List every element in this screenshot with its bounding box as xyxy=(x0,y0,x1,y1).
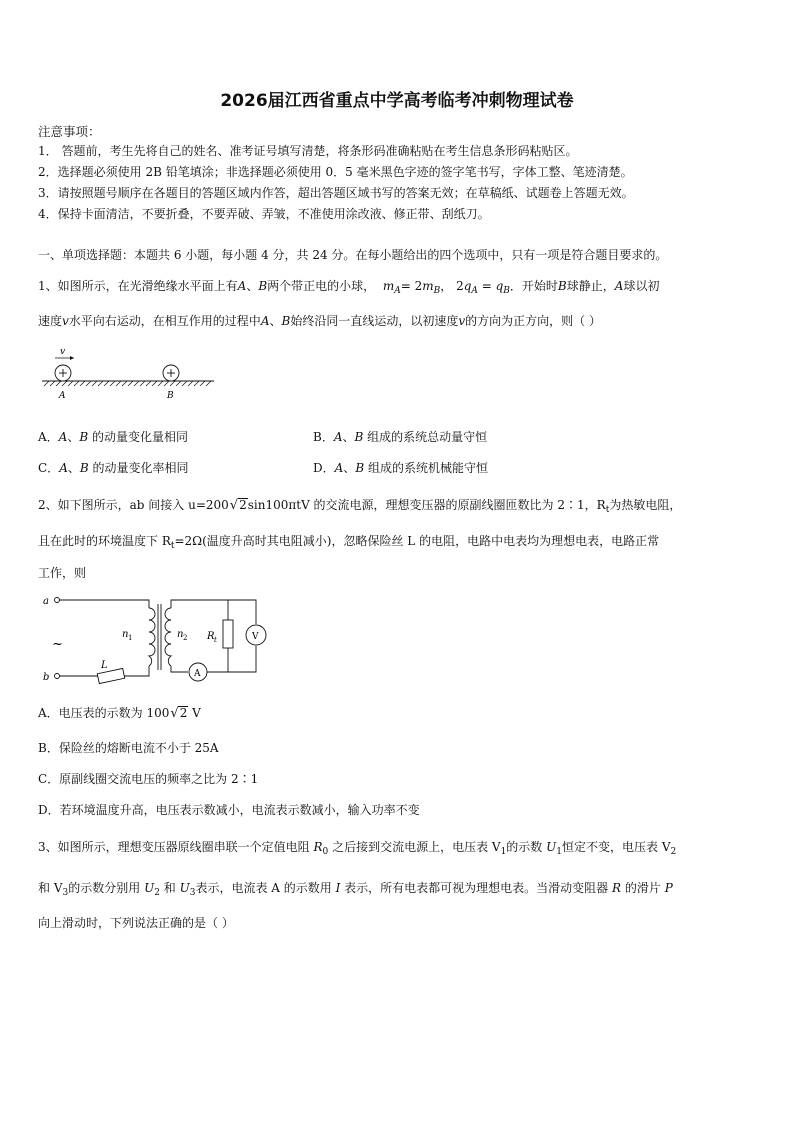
q2-option-b[interactable]: B．保险丝的熔断电流不小于 25A xyxy=(38,741,219,755)
q2-option-d[interactable]: D．若环境温度升高，电压表示数减小，电流表示数减小，输入功率不变 xyxy=(38,803,420,817)
ammeter-label: A xyxy=(194,669,201,679)
ac-source-symbol: ~ xyxy=(52,637,63,652)
q1-option-b[interactable]: B．A、B 组成的系统总动量守恒 xyxy=(313,430,488,444)
q3-line3: 向上滑动时，下列说法正确的是（ ） xyxy=(38,916,234,930)
ball-b-label: B xyxy=(167,391,174,401)
terminal-b-label: b xyxy=(43,672,50,683)
n2-label: n xyxy=(177,629,184,640)
q1-figure xyxy=(38,342,218,404)
q2-option-a[interactable]: A．电压表的示数为 100√ 2 V xyxy=(38,704,201,721)
terminal-b xyxy=(55,674,60,679)
q1-option-a[interactable]: A．A、B 的动量变化量相同 xyxy=(38,430,189,444)
secondary-coil xyxy=(165,608,171,666)
svg-text:t: t xyxy=(214,636,217,644)
section-heading: 一、单项选择题：本题共 6 小题，每小题 4 分，共 24 分。在每小题给出的四个选项中，只有一项是符合题目要求的。 xyxy=(38,248,668,262)
notice-heading: 注意事项： xyxy=(38,124,101,139)
svg-text:2: 2 xyxy=(183,634,188,642)
notice-item: 2．选择题必须使用 2B 铅笔填涂；非选择题必须使用 0．5 毫米黑色字迹的签字笔书写，字体工整、笔迹清楚。 xyxy=(38,165,633,179)
q2-line1: 2、如下图所示，ab 间接入 u=200√ 2sin100πtV 的交流电源，理想变压器的原副线圈匝数比为 2∶1，$R_t$为热敏电阻， xyxy=(38,496,681,515)
q2-option-c[interactable]: C．原副线圈交流电压的频率之比为 2∶1 xyxy=(38,772,259,786)
voltmeter-label: V xyxy=(252,632,259,642)
velocity-label: v xyxy=(60,347,66,357)
q1-option-d[interactable]: D．A、B 组成的系统机械能守恒 xyxy=(313,461,488,475)
primary-coil xyxy=(149,608,155,666)
notice-item: 4．保持卡面清洁，不要折叠，不要弄破、弄皱，不准使用涂改液、修正带、刮纸刀。 xyxy=(38,207,490,221)
q2-line2: 且在此时的环境温度下 $R_t=2\Omega$(温度升高时其电阻减小)，忽略保险丝 L 的电阻，电路中电表均为理想电表，电路正常 xyxy=(38,534,660,551)
q2-line3: 工作，则 xyxy=(38,566,87,580)
q1-line2: 速度v水平向右运动，在相互作用的过程中A、B始终沿同一直线运动，以初速度v的方向为正方向，则（ ） xyxy=(38,314,601,328)
rt-label: R xyxy=(207,631,215,642)
notice-item: 1． 答题前，考生先将自己的姓名、准考证号填写清楚，将条形码准确粘贴在考生信息条形码粘贴区。 xyxy=(38,144,578,158)
ball-a-label: A xyxy=(59,391,66,401)
q1-option-c[interactable]: C．A、B 的动量变化率相同 xyxy=(38,461,189,475)
q3-line1: 3、如图所示，理想变压器原线圈串联一个定值电阻 $R_0$ 之后接到交流电源上，电压表 $V_1$的示数 $U_1$恒定不变，电压表 $V_2$ xyxy=(38,840,677,857)
notice-item: 3．请按照题号顺序在各题目的答题区域内作答，超出答题区域书写的答案无效；在草稿纸、试题卷上答题无效。 xyxy=(38,186,634,200)
terminal-a-label: a xyxy=(43,596,49,607)
q1-line1: 1、如图所示，在光滑绝缘水平面上有A、B两个带正电的小球， $m_A= 2m_B$， $2q_A = q_B$．开始时B球静止，A球以初 xyxy=(38,279,660,296)
q3-line2: 和 $V_3$的示数分别用 $U_2$ 和 $U_3$表示，电流表 A 的示数用 I 表示，所有电表都可视为理想电表。当滑动变阻器 R 的滑片 P xyxy=(38,881,673,898)
page-title: 2026届江西省重点中学高考临考冲刺物理试卷 xyxy=(220,91,574,111)
ground-hatch xyxy=(44,381,211,386)
fuse-label: L xyxy=(101,660,108,671)
n1-label: n xyxy=(122,629,129,640)
thermistor-Rt xyxy=(223,620,233,648)
svg-text:1: 1 xyxy=(128,634,133,642)
terminal-a xyxy=(55,598,60,603)
q2-circuit xyxy=(38,590,278,688)
